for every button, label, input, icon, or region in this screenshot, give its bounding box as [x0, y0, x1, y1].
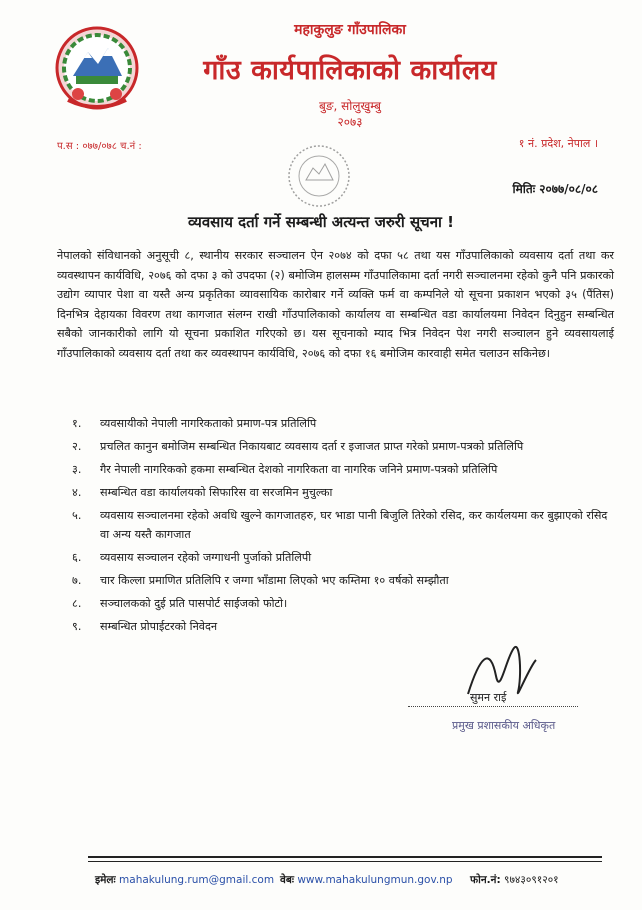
- reference-number: प.स : ०७७/०७८ च.नं :: [57, 141, 142, 152]
- phone-number: ९७४३०९१२०१: [504, 874, 559, 886]
- office-name: गाँउ कार्यपालिकाको कार्यालय: [203, 55, 497, 86]
- list-item: ५. व्यवसाय सञ्चालनमा रहेको अवधि खुल्ने कागजातहरु, घर भाडा पानी बिजुलि तिरेको रसिद, कर कार्यलयमा कर बुझाएको रसिद वा अन्य यस्तै कागजात: [72, 509, 608, 541]
- established-year: २०७३: [337, 115, 363, 129]
- province-label: १ नं. प्रदेश, नेपाल ।: [518, 137, 598, 150]
- footer-phone: फोन.नं: ९७४३०९१२०१: [470, 874, 559, 886]
- signer-designation-stamp: प्रमुख प्रशासकीय अधिकृत: [452, 719, 556, 732]
- list-item: ६. व्यवसाय सञ्चालन रहेको जग्गाधनी पुर्जाको प्रतिलिपी: [72, 551, 312, 564]
- email-link[interactable]: mahakulung.rum@gmail.com: [119, 874, 275, 886]
- footer-divider: [88, 856, 602, 858]
- requirements-list: [72, 414, 612, 640]
- signature-line: [408, 706, 578, 707]
- signature-icon: [450, 636, 570, 712]
- notice-date: मितिः २०७७/०८/०८: [512, 182, 598, 196]
- municipality-name: महाकुलुङ गाँउपालिका: [294, 22, 406, 38]
- list-item: ३. गैर नेपाली नागरिकको हकमा सम्बन्धित देशको नागरिकता वा नागरिक जनिने प्रमाण-पत्रको प्रतिलिपि: [72, 463, 498, 476]
- footer-web: वेबः www.mahakulungmun.gov.np: [280, 874, 453, 886]
- list-item: ९. सम्बन्धित प्रोपाईटरको निवेदन: [72, 620, 218, 633]
- list-item: ७. चार किल्ला प्रमाणित प्रतिलिपि र जग्गा भाँडामा लिएको भए कम्तिमा १० वर्षको सम्झौता: [72, 574, 449, 587]
- list-item: २. प्रचलित कानुन बमोजिम सम्बन्धित निकायबाट व्यवसाय दर्ता र इजाजत प्राप्त गरेको प्रमाण-पत्रको प्रतिलिपि: [72, 440, 524, 453]
- website-link[interactable]: www.mahakulungmun.gov.np: [297, 874, 453, 886]
- office-address: बुङ, सोलुखुम्बु: [318, 99, 382, 113]
- list-item: १. व्यवसायीको नेपाली नागरिकताको प्रमाण-पत्र प्रतिलिपि: [72, 417, 317, 430]
- notice-title: व्यवसाय दर्ता गर्ने सम्बन्धी अत्यन्त जरुरी सूचना !: [188, 213, 454, 231]
- list-item: ४. सम्बन्धित वडा कार्यालयको सिफारिस वा सरजमिन मुचुल्का: [72, 486, 333, 499]
- nepal-emblem-icon: [48, 22, 146, 114]
- office-stamp-icon: [280, 140, 358, 212]
- notice-body: नेपालको संविधानको अनुसूची ८, स्थानीय सरकार सञ्चालन ऐन २०७४ को दफा ५८ तथा यस गाँउपालिकाको व्यवसाय दर्ता तथा कर व्यवस्थापन कार्यविधि, २०७६ को दफा ३ को उपदफा (२) बमोजिम हालसम्म गाँउपालिकामा दर्ता नगरी सञ्चालनमा रहेको कुनै पनि प्रकारको उद्योग व्यापार पेशा वा यस्तै अन्य प्रकृतिका व्यावसायिक कारोबार गर्ने व्यक्ति फर्म वा कम्पनिले यो सूचना प्रकाशन भएको ३५ (पैंतिस) दिनभित्र देहायका विवरण तथा कागजात संलग्न राखी गाँउपालिकाको कार्यालय वा सम्बन्धित वडा कार्यालयमा निवेदन दिनुहुन सम्बन्धित सबैको जानकारीको लागि यो सूचना प्रकाशित गरिएको छ। यस सूचनाको म्याद भित्र निवेदन पेश नगरी सञ्चालन हुने व्यवसायलाई गाँउपालिकाको व्यवसाय दर्ता तथा कर व्यवस्थापन कार्यविधि, २०७६ को दफा १६ बमोजिम कारवाही समेत चलाउन सकिनेछ।: [57, 249, 614, 360]
- footer-divider: [88, 861, 602, 862]
- signer-name: सुमन राई: [470, 691, 507, 704]
- footer-email: इमेलः mahakulung.rum@gmail.com: [95, 874, 275, 886]
- list-item: ८. सञ्चालकको दुई प्रति पासपोर्ट साईजको फोटो।: [72, 597, 288, 610]
